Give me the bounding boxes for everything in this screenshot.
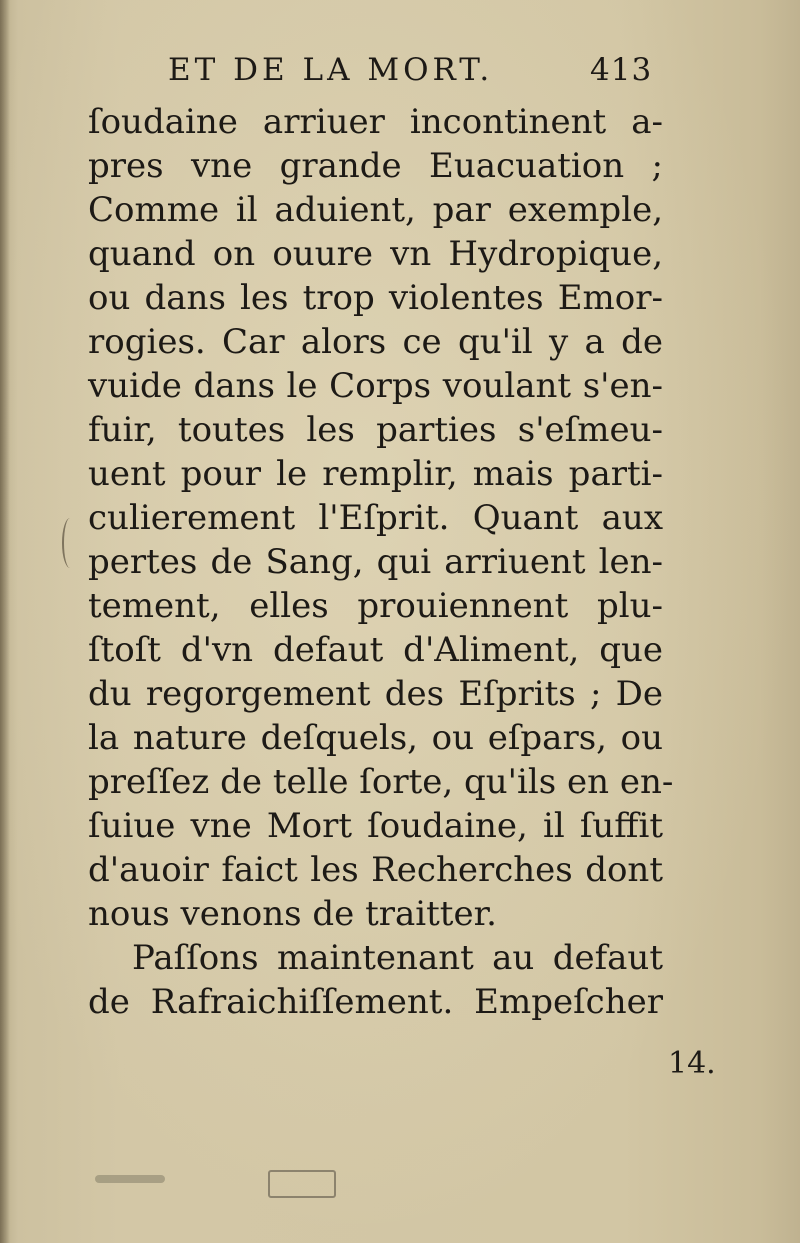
body-text — [88, 100, 674, 1024]
page-gutter-shadow — [0, 0, 10, 1243]
text-line: nous venons de traitter. — [88, 894, 497, 934]
text-line: preſſez de telle ſorte, qu'ils en en- — [88, 762, 674, 802]
margin-bracket-mark — [62, 518, 78, 568]
running-title: ET DE LA MORT. — [168, 52, 494, 88]
text-line: culierement l'Eſprit. Quant aux — [88, 498, 663, 538]
margin-section-number: 14. — [668, 1046, 716, 1081]
text-line: vuide dans le Corps voulant s'en- — [88, 366, 663, 406]
running-head — [168, 52, 658, 92]
text-line: pertes de Sang, qui arriuent len- — [88, 542, 663, 582]
text-line: Comme il aduient, par exemple, — [88, 190, 663, 230]
text-line: ſuiue vne Mort ſoudaine, il ſuffit — [88, 806, 663, 846]
text-line: ſtoſt d'vn defaut d'Aliment, que — [88, 630, 663, 670]
text-line: du regorgement des Eſprits ; De — [88, 674, 663, 714]
text-line: de Rafraichiſſement. Empeſcher — [88, 982, 663, 1022]
text-line: la nature deſquels, ou eſpars, ou — [88, 718, 663, 758]
text-line: fuir, toutes les parties s'eſmeu- — [88, 410, 663, 450]
text-line: ou dans les trop violentes Emor- — [88, 278, 663, 318]
ink-smudge — [95, 1175, 165, 1183]
text-line: pres vne grande Euacuation ; — [88, 146, 663, 186]
text-line: ſoudaine arriuer incontinent a- — [88, 102, 663, 142]
text-line: tement, elles prouiennent plu- — [88, 586, 663, 626]
catchword-box — [268, 1170, 336, 1198]
text-line: quand on ouure vn Hydropique, — [88, 234, 663, 274]
paragraph-start-line: Paſſons maintenant au defaut — [132, 938, 663, 978]
text-line: d'auoir faict les Recherches dont — [88, 850, 663, 890]
text-line: rogies. Car alors ce qu'il y a de — [88, 322, 663, 362]
text-line: uent pour le remplir, mais parti- — [88, 454, 663, 494]
page-number: 413 — [590, 52, 653, 88]
